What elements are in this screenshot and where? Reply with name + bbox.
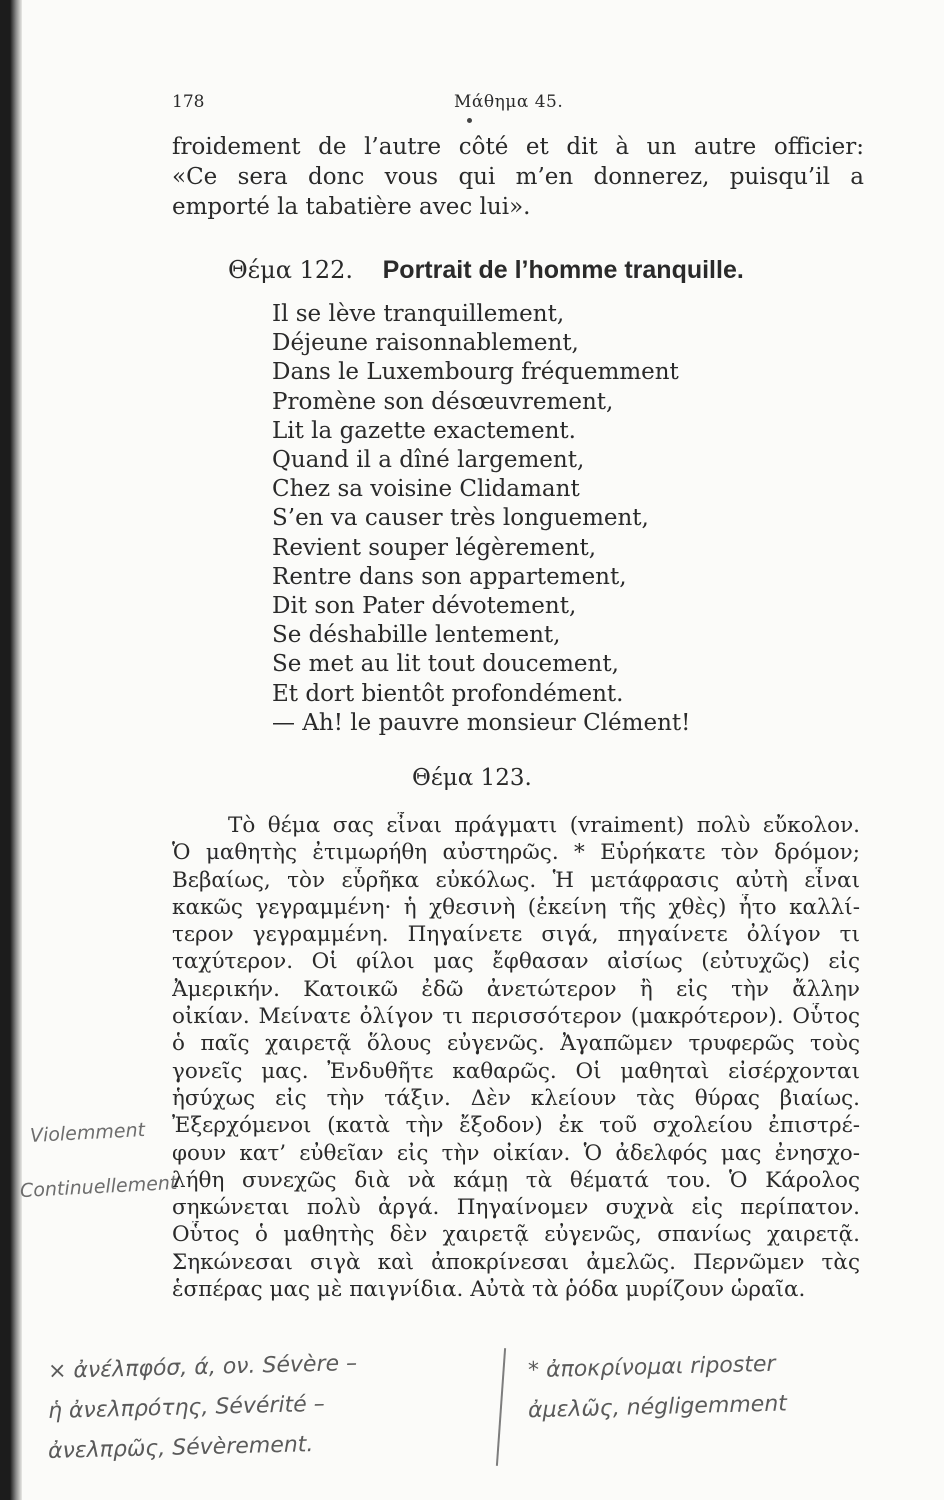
- poem-line: Quand il a dîné largement,: [272, 447, 585, 474]
- poem-line: Lit la gazette exactement.: [272, 417, 576, 444]
- page-number: 178: [172, 92, 205, 112]
- running-head: Μάθημα 45.: [454, 92, 564, 112]
- footnote-line: ἡ ἀνελπρότης, Sévérité –: [47, 1391, 326, 1425]
- greek-line: Σηκώνεσαι σιγὰ καὶ ἀποκρίνεσαι ἀμελῶς. Περνῶμεν τὰς: [172, 1249, 860, 1275]
- greek-line: γονεῖς μας. Ἐνδυθῆτε καθαρῶς. Οἱ μαθηταὶ εἰσέρχονται: [172, 1058, 860, 1084]
- greek-line: Βεβαίως, τὸν εὗρῆκα εὐκόλως. Ἡ μετάφρασις αὐτὴ εἶναι: [172, 867, 860, 893]
- intro-paragraph: [172, 132, 864, 222]
- poem-line: Dit son Pater dévotement,: [272, 593, 577, 620]
- theme-label: Θέμα 122.: [228, 256, 353, 284]
- poem-line: Dans le Luxembourg fréquemment: [272, 359, 679, 386]
- ink-dot: [467, 118, 472, 123]
- theme-122-heading: [228, 256, 868, 285]
- text-line: emporté la tabatière avec lui».: [172, 194, 531, 220]
- footnote-line: ἀμελῶς, négligemment: [527, 1391, 788, 1424]
- theme-123-heading: Θέμα 123.: [412, 765, 532, 791]
- greek-line: σηκώνεται πολὺ ἀργά. Πηγαίνομεν συχνὰ εἰς περίπατον.: [172, 1195, 860, 1221]
- greek-line: Οὗτος ὁ μαθητὴς δὲν χαιρετᾷ εὐγενῶς, σπανίως χαιρετᾷ.: [172, 1222, 860, 1248]
- handwritten-footnotes: [28, 1346, 908, 1476]
- greek-line: λήθη συνεχῶς διὰ νὰ κάμῃ τὰ θέματά του. Ὁ Κάρολος: [172, 1167, 860, 1193]
- footnote-right: [528, 1346, 928, 1426]
- poem-line: Revient souper légèrement,: [272, 534, 597, 561]
- greek-line: ὁ παῖς χαιρετᾷ ὅλους εὐγενῶς. Ἀγαπῶμεν τρυφερῶς τοὺς: [172, 1031, 860, 1057]
- greek-line: τερον γεγραμμένη. Πηγαίνετε σιγά, πηγαίνετε ὀλίγον τι: [172, 922, 860, 948]
- margin-note-continuellement: Continuellement: [19, 1171, 178, 1203]
- greek-line: κακῶς γεγραμμένη· ἡ χθεσινὴ (ἐκείνη τῆς χθὲς) ἦτο καλλί-: [172, 894, 860, 920]
- greek-line: Τὸ θέμα σας εἶναι πράγματι (vraiment) πολὺ εὔκολον.: [228, 813, 860, 838]
- greek-line: ἡσύχως εἰς τὴν τάξιν. Δὲν κλείουν τὰς θύρας βιαίως.: [172, 1085, 860, 1111]
- greek-line: Ἀμερικήν. Κατοικῶ ἐδῶ ἀνετώτερον ἢ εἰς τὴν ἄλλην: [172, 976, 860, 1002]
- greek-exercise: [172, 812, 860, 1303]
- greek-line: ταχύτερον. Οἱ φίλοι μας ἔφθασαν αἰσίως (εὐτυχῶς) εἰς: [172, 949, 860, 975]
- greek-line: Ὁ μαθητὴς ἐτιμωρήθη αὐστηρῶς. * Εὑρήκατε τὸν δρόμον;: [172, 840, 860, 866]
- greek-line: Ἐξερχόμενοι (κατὰ τὴν ἔξοδον) ἐκ τοῦ σχολείου ἐπιστρέ-: [172, 1113, 860, 1139]
- greek-line: οἰκίαν. Μείνατε ὀλίγον τι περισσότερον (μακρότερον). Οὗτος: [172, 1004, 860, 1030]
- poem-line: Il se lève tranquillement,: [272, 301, 565, 327]
- text-line: froidement de l’autre côté et dit à un autre officier:: [172, 134, 864, 160]
- page-header: [172, 92, 862, 116]
- poem-line: S’en va causer très longuement,: [272, 505, 649, 532]
- poem-line: Se met au lit tout doucement,: [272, 651, 619, 678]
- theme-title: Portrait de l’homme tranquille.: [382, 256, 744, 284]
- poem-line: Et dort bientôt profondément.: [272, 680, 624, 707]
- poem: [272, 300, 872, 738]
- poem-line: — Ah! le pauvre monsieur Clément!: [272, 709, 691, 736]
- binding-edge: [0, 0, 22, 1500]
- poem-line: Chez sa voisine Clidamant: [272, 476, 580, 503]
- text-line: «Ce sera donc vous qui m’en donnerez, puisqu’il a: [172, 164, 864, 190]
- margin-note-violemment: Violemment: [29, 1119, 146, 1147]
- footnote-line: × ἀνέλπφόσ, ά, ον. Sévère –: [47, 1350, 358, 1385]
- poem-line: Promène son désœuvrement,: [272, 388, 614, 415]
- poem-line: Se déshabille lentement,: [272, 622, 561, 649]
- greek-line: φουν κατ’ εὐθεῖαν εἰς τὴν οἰκίαν. Ὁ ἀδελφός μας ἐνησχο-: [172, 1140, 860, 1166]
- poem-line: Rentre dans son appartement,: [272, 563, 627, 590]
- greek-line: ἑσπέρας μας μὲ παιγνίδια. Αὐτὰ τὰ ῥόδα μυρίζουν ὡραῖα.: [172, 1277, 806, 1303]
- poem-line: Déjeune raisonnablement,: [272, 330, 579, 357]
- footnote-left: [48, 1346, 508, 1466]
- footnote-line: ἀνελπρῶς, Sévèrement.: [47, 1432, 314, 1465]
- footnote-line: * ἀποκρίνομαι riposter: [527, 1351, 776, 1384]
